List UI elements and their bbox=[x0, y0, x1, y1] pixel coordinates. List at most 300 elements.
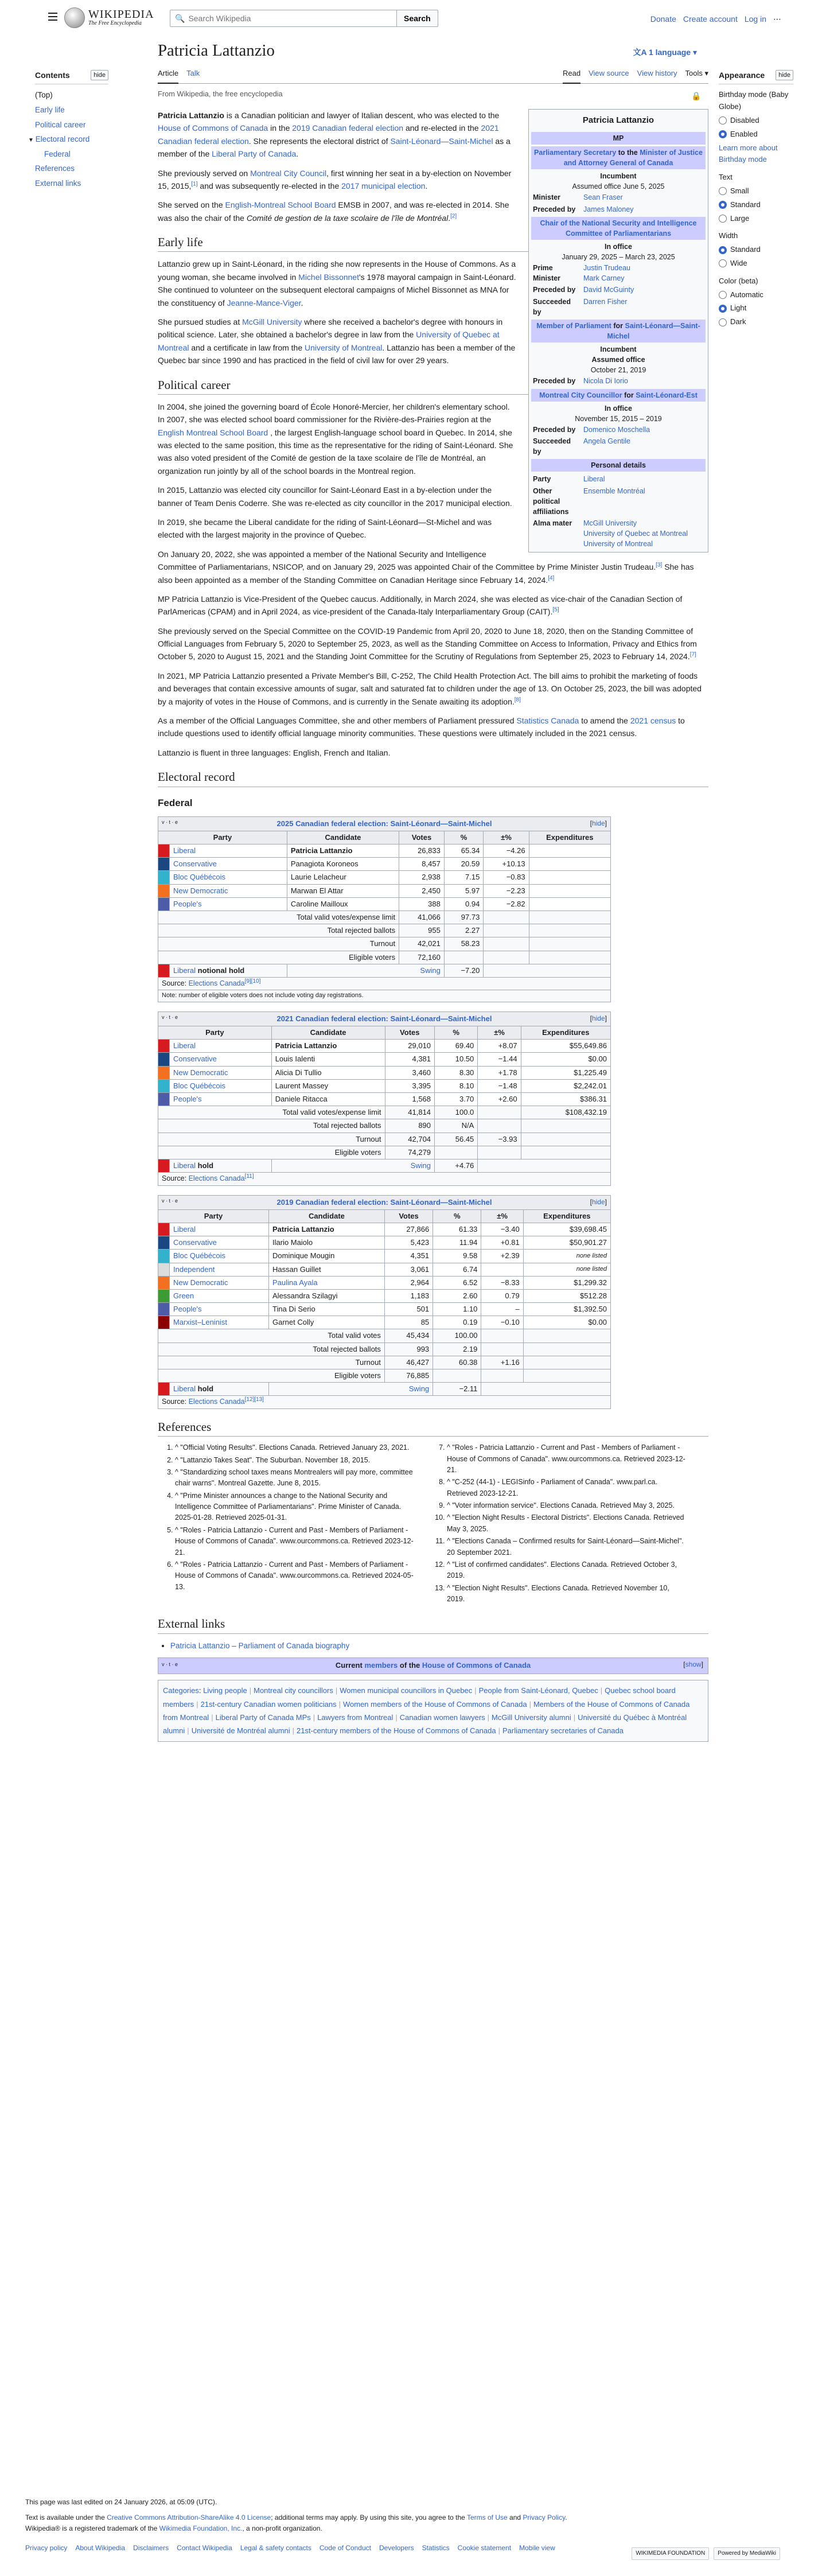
career-paragraph-9: Lattanzio is fluent in three languages: English, French and Italian. bbox=[158, 748, 391, 757]
candidate-row bbox=[158, 1079, 611, 1092]
category-link[interactable]: Montreal city councillors bbox=[254, 1686, 333, 1695]
infobox-label: Party bbox=[533, 475, 551, 484]
category-link[interactable]: People from Saint-Léonard, Quebec bbox=[478, 1686, 598, 1695]
votes-cell: 501 bbox=[384, 1303, 433, 1316]
votes-cell: 85 bbox=[384, 1316, 433, 1329]
infobox-assumed-label-3: Assumed office bbox=[591, 356, 645, 364]
infobox-link[interactable]: Nicola Di Iorio bbox=[583, 377, 628, 386]
reference-item[interactable]: 7. ^ "Roles - Patricia Lattanzio - Current and Past - Members of Parliament - House of Commons of Canada". www.ourcommons.ca. Retrieved 2023-12-21. bbox=[447, 1442, 688, 1476]
election-table-2019 bbox=[158, 1195, 611, 1409]
pct-cell: 8.30 bbox=[435, 1066, 478, 1079]
totals-label: Total valid votes bbox=[158, 1329, 385, 1343]
category-link[interactable]: Université du Québec à Montréal alumni bbox=[163, 1713, 687, 1736]
site-subtitle: From Wikipedia, the free encyclopedia bbox=[158, 90, 283, 98]
votes-cell: 955 bbox=[399, 924, 445, 937]
infobox-assumed-date-3: October 21, 2019 bbox=[590, 366, 646, 375]
language-button[interactable]: 文A 1 language ▾ bbox=[633, 48, 697, 57]
party-color-swatch bbox=[158, 1223, 170, 1236]
reference-item[interactable]: 1. ^ "Official Voting Results". Elections Canada. Retrieved January 23, 2021. bbox=[175, 1442, 416, 1453]
footer-link[interactable]: Cookie statement bbox=[457, 2543, 512, 2552]
external-links-list bbox=[158, 1640, 708, 1652]
candidate-name: Laurie Lelacheur bbox=[290, 873, 346, 882]
table-source: Source: Elections Canada[12][13] bbox=[158, 1396, 611, 1409]
search-field[interactable] bbox=[170, 10, 397, 27]
tab-talk[interactable]: Talk bbox=[186, 69, 200, 77]
category-link[interactable]: Canadian women lawyers bbox=[399, 1713, 485, 1722]
wikimedia-foundation-badge[interactable]: WIKIMEDIA FOUNDATION bbox=[632, 2547, 709, 2560]
expenditure-cell: none listed bbox=[523, 1263, 610, 1276]
text-standard-option[interactable]: Standard bbox=[719, 199, 793, 211]
candidate-row bbox=[158, 897, 611, 910]
expenditure-cell: $2,242.01 bbox=[521, 1079, 610, 1092]
party-color-swatch bbox=[158, 1159, 170, 1172]
reference-item[interactable]: 11. ^ "Elections Canada – Confirmed results for Saint-Léonard—Saint-Michel". 20 September 2021. bbox=[447, 1536, 688, 1558]
party-cell[interactable]: Marxist–Leninist bbox=[170, 1316, 269, 1329]
category-separator: | bbox=[313, 1713, 315, 1722]
footer-link[interactable]: Disclaimers bbox=[133, 2543, 169, 2552]
footer-link[interactable]: Statistics bbox=[422, 2543, 450, 2552]
candidate-row bbox=[158, 845, 611, 858]
election-table-2021 bbox=[158, 1011, 611, 1186]
footer-link[interactable]: Legal & safety contacts bbox=[240, 2543, 311, 2552]
swing-label: Swing bbox=[287, 964, 444, 977]
reference-item[interactable]: 5. ^ "Roles - Patricia Lattanzio - Current and Past - Members of Parliament - House of Commons of Canada". www.ourcommons.ca. Retrieved 2023-12-21. bbox=[175, 1525, 416, 1558]
infobox-label: Succeeded by bbox=[533, 297, 571, 316]
party-cell[interactable]: Liberal bbox=[170, 1040, 272, 1053]
birthday-mode-label: Birthday mode (Baby Globe) bbox=[719, 90, 789, 111]
infobox-office-mp: MP bbox=[531, 132, 706, 145]
infobox-link[interactable]: James Maloney bbox=[583, 205, 634, 213]
party-cell[interactable]: Bloc Québécois bbox=[170, 871, 287, 884]
change-cell: −3.93 bbox=[478, 1133, 521, 1146]
footer-link[interactable]: Code of Conduct bbox=[319, 2543, 371, 2552]
expenditure-cell bbox=[529, 884, 610, 897]
footer-link[interactable]: Privacy policy bbox=[25, 2543, 68, 2552]
expenditure-cell: $55,649.86 bbox=[521, 1040, 610, 1053]
early-life-paragraph-1: Lattanzio grew up in Saint-Léonard, in the riding she now represents in the House of Commons. As a young woman, she became involved in Michel Bissonnet's 1978 mayoral campaign in Saint-Léonard. She continued to volunteer on the subsequent electoral campaigns of Michel Bissonnet as MNA for the constituency of Jeanne-Mance-Viger. bbox=[158, 259, 516, 308]
page-title: Patricia Lattanzio bbox=[158, 41, 275, 60]
width-label: Width bbox=[719, 231, 738, 240]
votes-cell: 2,964 bbox=[384, 1276, 433, 1289]
vte-links[interactable]: v · t · e bbox=[162, 1014, 178, 1020]
change-cell bbox=[484, 937, 529, 951]
toc-item-early-life[interactable]: Early life bbox=[35, 105, 65, 114]
change-cell: −4.26 bbox=[484, 845, 529, 858]
category-link[interactable]: McGill University alumni bbox=[492, 1713, 571, 1722]
pct-cell: N/A bbox=[435, 1119, 478, 1133]
swing-value: +4.76 bbox=[435, 1159, 478, 1172]
text-small-option[interactable]: Small bbox=[719, 185, 793, 197]
create-account-link[interactable]: Create account bbox=[683, 14, 738, 24]
reference-item[interactable]: 13. ^ "Election Night Results". Elections Canada. Retrieved November 10, 2019. bbox=[447, 1583, 688, 1605]
infobox-link[interactable]: Liberal bbox=[583, 475, 605, 484]
candidate-cell bbox=[269, 1250, 385, 1263]
category-link[interactable]: Quebec school board members bbox=[163, 1686, 676, 1709]
section-heading-electoral-record: Electoral record bbox=[158, 769, 708, 787]
category-link[interactable]: Université de Montréal alumni bbox=[191, 1726, 290, 1736]
toc-item-external-links[interactable]: External links bbox=[35, 178, 81, 188]
external-link-item[interactable]: • Patricia Lattanzio – Parliament of Canada biography bbox=[170, 1640, 708, 1652]
candidate-name: Hassan Guillet bbox=[272, 1264, 321, 1274]
pct-cell: 0.19 bbox=[433, 1316, 481, 1329]
category-link[interactable]: Lawyers from Montreal bbox=[317, 1713, 393, 1722]
expenditure-cell bbox=[523, 1369, 610, 1383]
infobox-link[interactable]: David McGuinty bbox=[583, 286, 634, 294]
expenditure-cell: $39,698.45 bbox=[523, 1223, 610, 1236]
category-link[interactable]: Women municipal councillors in Quebec bbox=[340, 1686, 473, 1695]
category-link[interactable]: Parliamentary secretaries of Canada bbox=[502, 1726, 624, 1736]
party-color-swatch bbox=[158, 1303, 170, 1316]
totals-label: Turnout bbox=[158, 937, 399, 951]
infobox-link[interactable]: Domenico Moschella bbox=[583, 425, 650, 434]
change-cell: −0.83 bbox=[484, 871, 529, 884]
infobox-label: Other political affiliations bbox=[533, 487, 569, 516]
party-cell[interactable]: Bloc Québécois bbox=[170, 1250, 269, 1263]
change-cell: −1.44 bbox=[478, 1053, 521, 1066]
col-pct: % bbox=[435, 1026, 478, 1040]
radio-button[interactable] bbox=[719, 291, 727, 299]
category-link[interactable]: Liberal Party of Canada MPs bbox=[215, 1713, 311, 1722]
reference-item[interactable]: 12. ^ "List of confirmed candidates". Elections Canada. Retrieved October 3, 2019. bbox=[447, 1559, 688, 1582]
log-in-link[interactable]: Log in bbox=[744, 14, 766, 24]
totals-label: Eligible voters bbox=[158, 1369, 385, 1383]
col-pm-pct: ±% bbox=[481, 1209, 523, 1223]
more-options-icon[interactable]: ⋯ bbox=[773, 14, 781, 24]
show-toggle[interactable]: [show] bbox=[683, 1660, 703, 1669]
width-standard-option[interactable]: Standard bbox=[719, 244, 793, 256]
wikipedia-logo[interactable] bbox=[64, 7, 154, 28]
pct-cell: 7.15 bbox=[444, 871, 484, 884]
vte-links[interactable]: v · t · e bbox=[162, 1661, 178, 1668]
footer-link[interactable]: Mobile view bbox=[519, 2543, 555, 2552]
votes-cell: 5,423 bbox=[384, 1236, 433, 1250]
totals-label: Total valid votes/expense limit bbox=[158, 911, 399, 924]
votes-cell: 46,427 bbox=[384, 1356, 433, 1369]
appearance-hide-button[interactable]: hide bbox=[776, 70, 793, 80]
career-paragraph-7: In 2021, MP Patricia Lattanzio presented a Private Member's Bill, C-252, The Child Health Protection Act. The bill aims to prohibit the marketing of foods and beverages that contain excessive amounts of sugar, salt and saturated fat to children under the age of 13. On October 25, 2023, the bill was adopted by a majority of votes in the House of Commons, and is currently in the Senate awaiting its adoption.[8] bbox=[158, 671, 702, 706]
candidate-cell bbox=[269, 1236, 385, 1250]
radio-button[interactable] bbox=[719, 201, 727, 209]
license-text: Text is available under the Creative Commons Attribution-ShareAlike 4.0 License; additional terms may apply. By using this site, you agree to the Terms of Use and Privacy Policy. Wikipedia® is a registered trademark of the Wikimedia Foundation, Inc., a non-profit organization. bbox=[25, 2513, 567, 2533]
party-cell[interactable]: Bloc Québécois bbox=[170, 1079, 272, 1092]
tools-menu[interactable]: Tools ▾ bbox=[685, 69, 708, 77]
candidate-cell bbox=[269, 1223, 385, 1236]
expenditure-cell: $0.00 bbox=[523, 1316, 610, 1329]
change-cell: +2.60 bbox=[478, 1092, 521, 1106]
totals-label: Turnout bbox=[158, 1133, 385, 1146]
infobox-title: Patricia Lattanzio bbox=[582, 115, 654, 125]
text-large-option[interactable]: Large bbox=[719, 213, 793, 225]
footer-link[interactable]: Developers bbox=[379, 2543, 414, 2552]
candidate-row bbox=[158, 1223, 611, 1236]
toc-item-top[interactable]: (Top) bbox=[35, 91, 53, 100]
user-links bbox=[650, 13, 781, 25]
change-cell bbox=[484, 924, 529, 937]
candidate-row bbox=[158, 1263, 611, 1276]
candidate-name: Patricia Lattanzio bbox=[272, 1224, 334, 1233]
hide-toggle[interactable]: [hide] bbox=[590, 819, 607, 827]
party-cell[interactable]: New Democratic bbox=[170, 1276, 269, 1289]
expenditure-cell: $386.31 bbox=[521, 1092, 610, 1106]
party-cell[interactable]: People's bbox=[170, 1303, 269, 1316]
radio-button[interactable] bbox=[719, 318, 727, 326]
toc-item-electoral-record[interactable]: ▼ Electoral record bbox=[28, 135, 90, 144]
votes-cell: 993 bbox=[384, 1343, 433, 1356]
votes-cell: 3,395 bbox=[385, 1079, 435, 1092]
infobox-label: Preceded by bbox=[533, 286, 576, 294]
party-color-swatch bbox=[158, 1079, 170, 1092]
votes-cell: 27,866 bbox=[384, 1223, 433, 1236]
section-heading-external-links: External links bbox=[158, 1616, 708, 1633]
party-cell[interactable]: Liberal bbox=[170, 1223, 269, 1236]
party-cell[interactable]: New Democratic bbox=[170, 884, 287, 897]
reference-item[interactable]: 8. ^ "C-252 (44-1) - LEGISinfo - Parliament of Canada". www.parl.ca. Retrieved 2023-12-21. bbox=[447, 1477, 688, 1499]
totals-label: Eligible voters bbox=[158, 951, 399, 964]
width-wide-option[interactable]: Wide bbox=[719, 258, 793, 270]
category-separator: | bbox=[529, 1699, 531, 1709]
search-input[interactable] bbox=[188, 14, 389, 23]
votes-cell: 26,833 bbox=[399, 845, 445, 858]
career-paragraph-4: On January 20, 2022, she was appointed a member of the National Security and Intelligence Committee of Parliamentarians, NSICOP, and on January 29, 2025 was appointed Chair of the Committee by Prime Minister Justin Trudeau.[3] She has also been appointed as a member of the Standing Committee on Canadian Heritage since February 14, 2024.[4] bbox=[158, 549, 694, 585]
toc-hide-button[interactable]: hide bbox=[91, 70, 108, 80]
infobox-incumbent-1: Incumbent bbox=[600, 172, 637, 181]
reference-item[interactable]: 10. ^ "Election Night Results - Electoral Districts". Elections Canada. Retrieved May 3, 2025. bbox=[447, 1512, 688, 1535]
candidate-cell bbox=[271, 1092, 385, 1106]
candidate-row bbox=[158, 1303, 611, 1316]
party-color-swatch bbox=[158, 1236, 170, 1250]
toc-item-federal[interactable]: Federal bbox=[44, 149, 71, 158]
change-cell: −2.82 bbox=[484, 897, 529, 910]
candidate-row bbox=[158, 1092, 611, 1106]
toc-item-references[interactable]: References bbox=[35, 164, 75, 173]
page-tabs bbox=[158, 68, 708, 84]
main-menu-button[interactable] bbox=[45, 10, 60, 25]
powered-by-mediawiki-badge[interactable]: Powered by MediaWiki bbox=[714, 2547, 780, 2560]
totals-label: Total rejected ballots bbox=[158, 1343, 385, 1356]
category-separator: | bbox=[487, 1713, 490, 1722]
result-cell: Liberal hold bbox=[170, 1383, 269, 1396]
election-rows bbox=[158, 1040, 611, 1106]
category-link[interactable]: Living people bbox=[203, 1686, 247, 1695]
infobox-dates-2: January 29, 2025 – March 23, 2025 bbox=[562, 253, 675, 261]
infobox-link[interactable]: McGill University bbox=[583, 519, 637, 527]
party-cell[interactable]: Conservative bbox=[170, 858, 287, 871]
votes-cell: 29,010 bbox=[385, 1040, 435, 1053]
expenditure-cell bbox=[529, 897, 610, 910]
reference-item[interactable]: 3. ^ "Standardizing school taxes means Montrealers will pay more, committee chair warns". Montreal Gazette. June 8, 2015. bbox=[175, 1467, 416, 1489]
pct-cell bbox=[433, 1369, 481, 1383]
category-link[interactable]: Members of the House of Commons of Canada from Montreal bbox=[163, 1699, 690, 1722]
radio-button[interactable] bbox=[719, 130, 727, 138]
color-dark-option[interactable]: Dark bbox=[719, 316, 793, 328]
pct-cell: 10.50 bbox=[435, 1053, 478, 1066]
radio-button[interactable] bbox=[719, 215, 727, 223]
totals-row bbox=[158, 1356, 611, 1369]
footer-link[interactable]: About Wikipedia bbox=[75, 2543, 126, 2552]
pct-cell: 6.52 bbox=[433, 1276, 481, 1289]
party-cell[interactable]: People's bbox=[170, 897, 287, 910]
learn-more-link[interactable]: Learn more about Birthday mode bbox=[719, 143, 778, 164]
candidate-name: Patricia Lattanzio bbox=[290, 846, 353, 855]
color-light-option[interactable]: Light bbox=[719, 302, 793, 314]
expenditure-cell bbox=[521, 1119, 610, 1133]
infobox-in-office-2: In office bbox=[605, 242, 632, 251]
votes-cell: 8,457 bbox=[399, 858, 445, 871]
hide-toggle[interactable]: [hide] bbox=[590, 1014, 607, 1022]
infobox-link[interactable]: Darren Fisher bbox=[583, 297, 628, 306]
totals-label: Total rejected ballots bbox=[158, 924, 399, 937]
election-rows bbox=[158, 1223, 611, 1329]
birthday-disabled-option[interactable]: Disabled bbox=[719, 115, 793, 127]
candidate-link[interactable]: Paulina Ayala bbox=[272, 1278, 318, 1287]
infobox-table-1 bbox=[531, 192, 706, 215]
radio-button[interactable] bbox=[719, 259, 727, 267]
candidate-row bbox=[158, 871, 611, 884]
change-cell: +1.16 bbox=[481, 1356, 523, 1369]
categories-link[interactable]: Categories bbox=[163, 1686, 199, 1695]
search-form bbox=[170, 10, 438, 27]
votes-cell: 2,450 bbox=[399, 884, 445, 897]
candidate-row bbox=[158, 1316, 611, 1329]
election-rows bbox=[158, 845, 611, 911]
pct-cell: 11.94 bbox=[433, 1236, 481, 1250]
candidate-row bbox=[158, 858, 611, 871]
infobox-table-2 bbox=[531, 262, 706, 318]
col-party: Party bbox=[158, 1026, 272, 1040]
hide-toggle[interactable]: [hide] bbox=[590, 1197, 607, 1206]
votes-cell: 41,814 bbox=[385, 1106, 435, 1119]
vte-links[interactable]: v · t · e bbox=[162, 1197, 178, 1204]
col-party: Party bbox=[158, 831, 287, 844]
infobox-link[interactable]: Sean Fraser bbox=[583, 193, 623, 202]
candidate-name: Garnet Colly bbox=[272, 1318, 314, 1327]
totals-row bbox=[158, 937, 611, 951]
party-cell[interactable]: Conservative bbox=[170, 1236, 269, 1250]
votes-cell: 74,279 bbox=[385, 1146, 435, 1159]
toc-expand-icon[interactable]: ▼ bbox=[28, 137, 36, 144]
pct-cell: 20.59 bbox=[444, 858, 484, 871]
infobox-table-personal bbox=[531, 473, 706, 550]
infobox-link[interactable]: University of Quebec at Montreal University of Montreal bbox=[583, 530, 688, 548]
expenditure-cell bbox=[529, 951, 610, 964]
pct-cell bbox=[435, 1146, 478, 1159]
party-cell[interactable]: Green bbox=[170, 1289, 269, 1302]
tab-read[interactable]: Read bbox=[563, 68, 580, 84]
pct-cell: 61.33 bbox=[433, 1223, 481, 1236]
totals-row bbox=[158, 1369, 611, 1383]
change-cell: – bbox=[481, 1303, 523, 1316]
color-automatic-option[interactable]: Automatic bbox=[719, 289, 793, 301]
category-link[interactable]: 21st-century Canadian women politicians bbox=[200, 1699, 337, 1709]
tab-view-source[interactable]: View source bbox=[589, 69, 629, 77]
candidate-name: Dominique Mougin bbox=[272, 1251, 335, 1260]
career-paragraph-1: In 2004, she joined the governing board of École Honoré-Mercier, her children's elementary school. In 2007, she was elected school board commissioner for the Rivière-des-Prairies region at the English Montreal School Board , the largest English-language school board in Quebec. In 2014, she was elected to the same position, this time as the representative for the riding of Saint-Léonard. She was also voted president of the Comité de gestion de la taxe scolaire de l'île de Montréal, an organization run jointly by all of the school boards in the Montreal region. bbox=[158, 402, 513, 476]
pct-cell: 58.23 bbox=[444, 937, 484, 951]
donate-link[interactable]: Donate bbox=[650, 14, 676, 24]
infobox-link[interactable]: Mark Carney bbox=[583, 274, 625, 283]
candidate-name: Ilario Maiolo bbox=[272, 1238, 313, 1247]
party-cell[interactable]: Independent bbox=[170, 1263, 269, 1276]
tab-view-history[interactable]: View history bbox=[637, 69, 677, 77]
protection-lock-icon[interactable]: 🔒 bbox=[691, 91, 702, 100]
tab-article[interactable]: Article bbox=[158, 68, 178, 84]
category-link[interactable]: 21st-century members of the House of Commons of Canada bbox=[297, 1726, 496, 1736]
pct-cell: 2.60 bbox=[433, 1289, 481, 1302]
party-cell[interactable]: Conservative bbox=[170, 1053, 272, 1066]
candidate-name: Daniele Ritacca bbox=[275, 1094, 328, 1103]
pct-cell: 60.38 bbox=[433, 1356, 481, 1369]
totals-row bbox=[158, 1106, 611, 1119]
infobox-table-4 bbox=[531, 424, 706, 457]
expenditure-cell bbox=[529, 911, 610, 924]
col-pm-pct: ±% bbox=[484, 831, 529, 844]
party-cell[interactable]: People's bbox=[170, 1092, 272, 1106]
reference-item[interactable]: 4. ^ "Prime Minister announces a change to the National Security and Intelligence Committee of Parliamentarians". Prime Minister of Canada. 2025-01-28. Retrieved 2025-01-31. bbox=[175, 1491, 416, 1524]
candidate-cell bbox=[287, 858, 399, 871]
totals-row bbox=[158, 951, 611, 964]
infobox-link[interactable]: Angela Gentile bbox=[583, 437, 631, 445]
expenditure-cell: $108,432.19 bbox=[521, 1106, 610, 1119]
reference-item[interactable]: 6. ^ "Roles - Patricia Lattanzio - Current and Past - Members of Parliament - House of Commons of Canada". www.ourcommons.ca. Retrieved 2024-05-13. bbox=[175, 1559, 416, 1593]
votes-cell: 72,160 bbox=[399, 951, 445, 964]
candidate-cell bbox=[269, 1316, 385, 1329]
party-cell[interactable]: New Democratic bbox=[170, 1066, 272, 1079]
col-candidate: Candidate bbox=[271, 1026, 385, 1040]
category-separator: | bbox=[249, 1686, 252, 1695]
lead-paragraph-2: She previously served on Montreal City Council, first winning her seat in a by-election on November 15, 2015,[1] and was subsequently re-elected in the 2017 municipal election. bbox=[158, 168, 512, 190]
vte-links[interactable]: v · t · e bbox=[162, 819, 178, 825]
expenditure-cell: $1,392.50 bbox=[523, 1303, 610, 1316]
party-cell[interactable]: Liberal bbox=[170, 845, 287, 858]
toc-heading: Contents bbox=[35, 71, 70, 80]
expenditure-cell bbox=[521, 1146, 610, 1159]
party-color-swatch bbox=[158, 1289, 170, 1302]
radio-button[interactable] bbox=[719, 116, 727, 124]
expenditure-cell: $0.00 bbox=[521, 1053, 610, 1066]
votes-cell: 890 bbox=[385, 1119, 435, 1133]
pct-cell: 69.40 bbox=[435, 1040, 478, 1053]
career-paragraph-6: She previously served on the Special Committee on the COVID-19 Pandemic from April 20, 2020 to June 18, 2020, then on the Standing Committee of Official Languages from February 5, 2020 to September 25, 2023, as well as the Standing Committee on Access to Information, Privacy and Ethics from October 5, 2020 to August 15, 2021 and the Standing Joint Committee for the Scrutiny of Regulations from September 25, 2023 to February 14, 2024.[7] bbox=[158, 626, 697, 661]
early-life-paragraph-2: She pursued studies at McGill University where she received a bachelor's degree with honours in political science. Later, she obtained a bachelor's degree in law from the University of Quebec at Montreal and a certificate in law from the University of Montreal. Lattanzio has been a member of the Quebec bar since 1990 and has practiced in the field of civil law for over 29 years. bbox=[158, 317, 516, 365]
votes-cell: 4,381 bbox=[385, 1053, 435, 1066]
expenditure-cell bbox=[521, 1133, 610, 1146]
party-color-swatch bbox=[158, 1316, 170, 1329]
infobox-link[interactable]: Justin Trudeau bbox=[583, 264, 630, 273]
col-pct: % bbox=[433, 1209, 481, 1223]
toc-item-political-career[interactable]: Political career bbox=[35, 120, 86, 129]
expenditure-cell bbox=[529, 871, 610, 884]
footer-link[interactable]: Contact Wikipedia bbox=[177, 2543, 232, 2552]
radio-button[interactable] bbox=[719, 187, 727, 195]
search-button[interactable]: Search bbox=[397, 10, 438, 27]
category-link[interactable]: Women members of the House of Commons of Canada bbox=[342, 1699, 527, 1709]
category-separator: | bbox=[395, 1713, 398, 1722]
infobox-link[interactable]: Ensemble Montréal bbox=[583, 487, 645, 495]
table-note: Note: number of eligible voters does not include voting day registrations. bbox=[158, 990, 611, 1002]
radio-button[interactable] bbox=[719, 305, 727, 313]
reference-item[interactable]: 9. ^ "Voter information service". Elections Canada. Retrieved May 3, 2025. bbox=[447, 1500, 688, 1511]
birthday-enabled-option[interactable]: Enabled bbox=[719, 129, 793, 141]
totals-row bbox=[158, 1146, 611, 1159]
candidate-cell bbox=[287, 871, 399, 884]
change-cell bbox=[481, 1343, 523, 1356]
reference-item[interactable]: 2. ^ "Lattanzio Takes Seat". The Suburban. November 18, 2015. bbox=[175, 1455, 416, 1466]
col-votes: Votes bbox=[385, 1026, 435, 1040]
wordmark: WIKIPEDIA bbox=[88, 8, 154, 21]
appearance-heading: Appearance bbox=[719, 71, 765, 80]
table-source: Source: Elections Canada[9][10] bbox=[158, 977, 611, 990]
radio-button[interactable] bbox=[719, 246, 727, 254]
